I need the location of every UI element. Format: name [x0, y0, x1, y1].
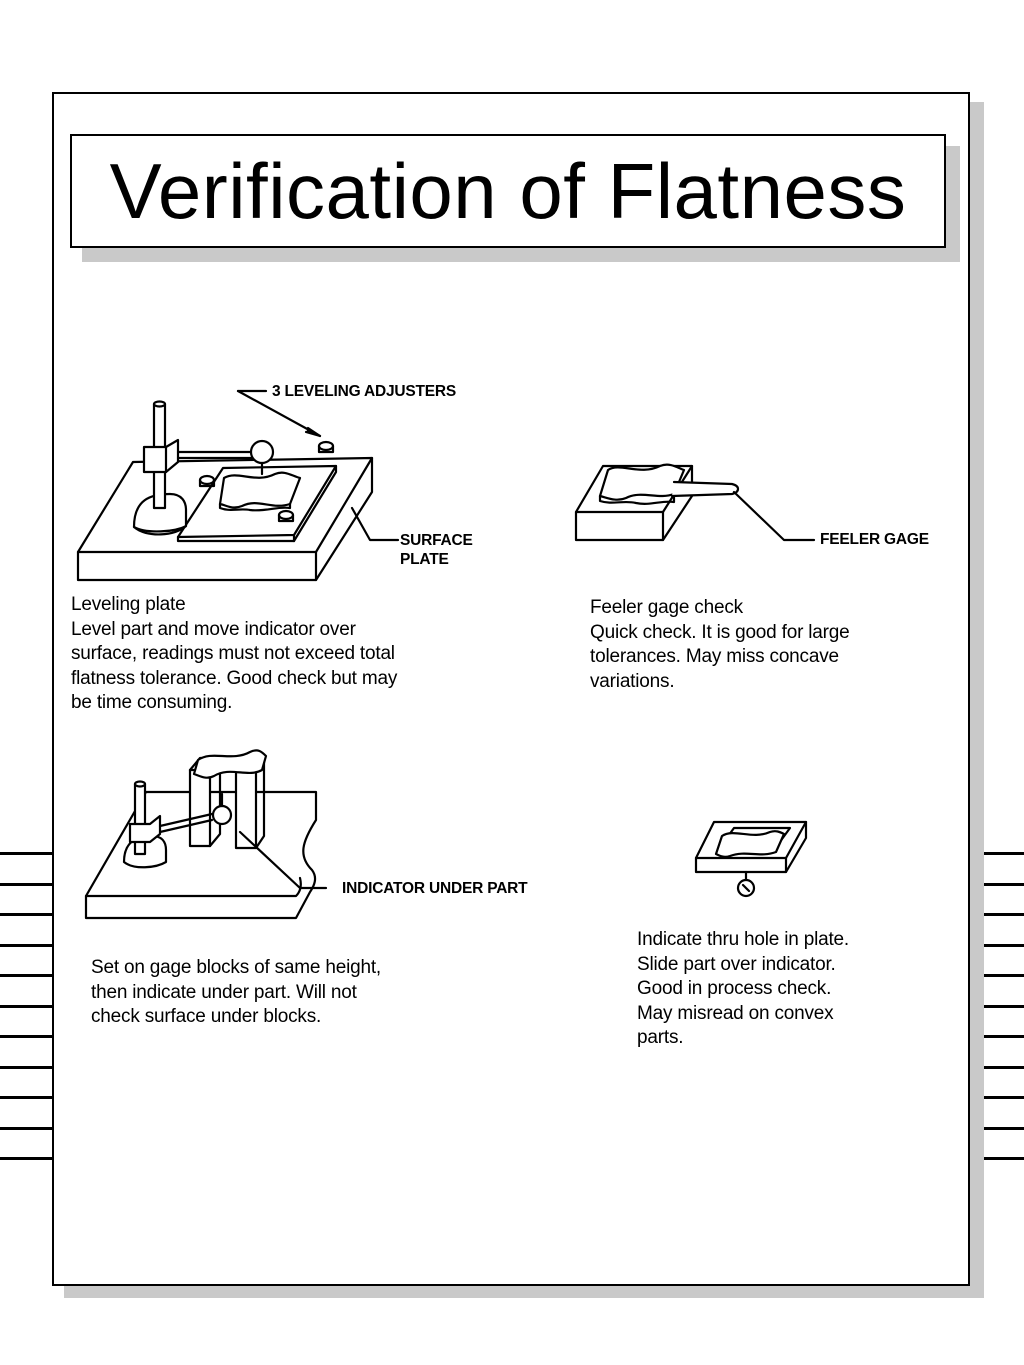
caption-line: Set on gage blocks of same height,: [91, 957, 382, 978]
label-surface-plate-line2: PLATE: [400, 551, 449, 568]
caption-line: flatness tolerance. Good check but may: [71, 667, 398, 689]
caption-line: Feeler gage check: [590, 597, 743, 618]
caption-line: May misread on convex: [637, 1002, 834, 1024]
caption-line: surface, readings must not exceed total: [71, 643, 395, 664]
caption-line: then indicate under part. Will not: [91, 981, 357, 1003]
caption-line: variations.: [590, 670, 675, 692]
caption-line: Quick check. It is good for large: [590, 621, 850, 643]
caption-feeler-gage-check: [590, 596, 850, 694]
caption-line: tolerances. May miss concave: [590, 646, 839, 667]
caption-line: Good in process check.: [637, 978, 832, 999]
label-indicator-under-part: INDICATOR UNDER PART: [342, 880, 528, 897]
leveling-plate-illustration: [78, 391, 398, 580]
caption-line: Level part and move indicator over: [71, 618, 356, 640]
label-surface-plate-line1: SURFACE: [400, 532, 473, 549]
caption-line: Indicate thru hole in plate.: [637, 929, 849, 950]
caption-leveling-plate: [71, 593, 397, 716]
gage-blocks-illustration: [86, 750, 326, 918]
caption-thru-hole: [637, 928, 849, 1051]
label-feeler-gage: FEELER GAGE: [820, 531, 929, 548]
caption-line: parts.: [637, 1027, 684, 1048]
caption-line: Leveling plate: [71, 594, 186, 615]
caption-line: check surface under blocks.: [91, 1006, 322, 1027]
caption-line: be time consuming.: [71, 692, 233, 713]
caption-gage-blocks: [91, 956, 381, 1030]
label-leveling-adjusters: 3 LEVELING ADJUSTERS: [272, 383, 457, 400]
caption-line: Slide part over indicator.: [637, 953, 836, 975]
page-title: Verification of Flatness: [109, 147, 907, 235]
thru-hole-illustration: [696, 822, 806, 896]
feeler-gage-illustration: [576, 465, 814, 540]
